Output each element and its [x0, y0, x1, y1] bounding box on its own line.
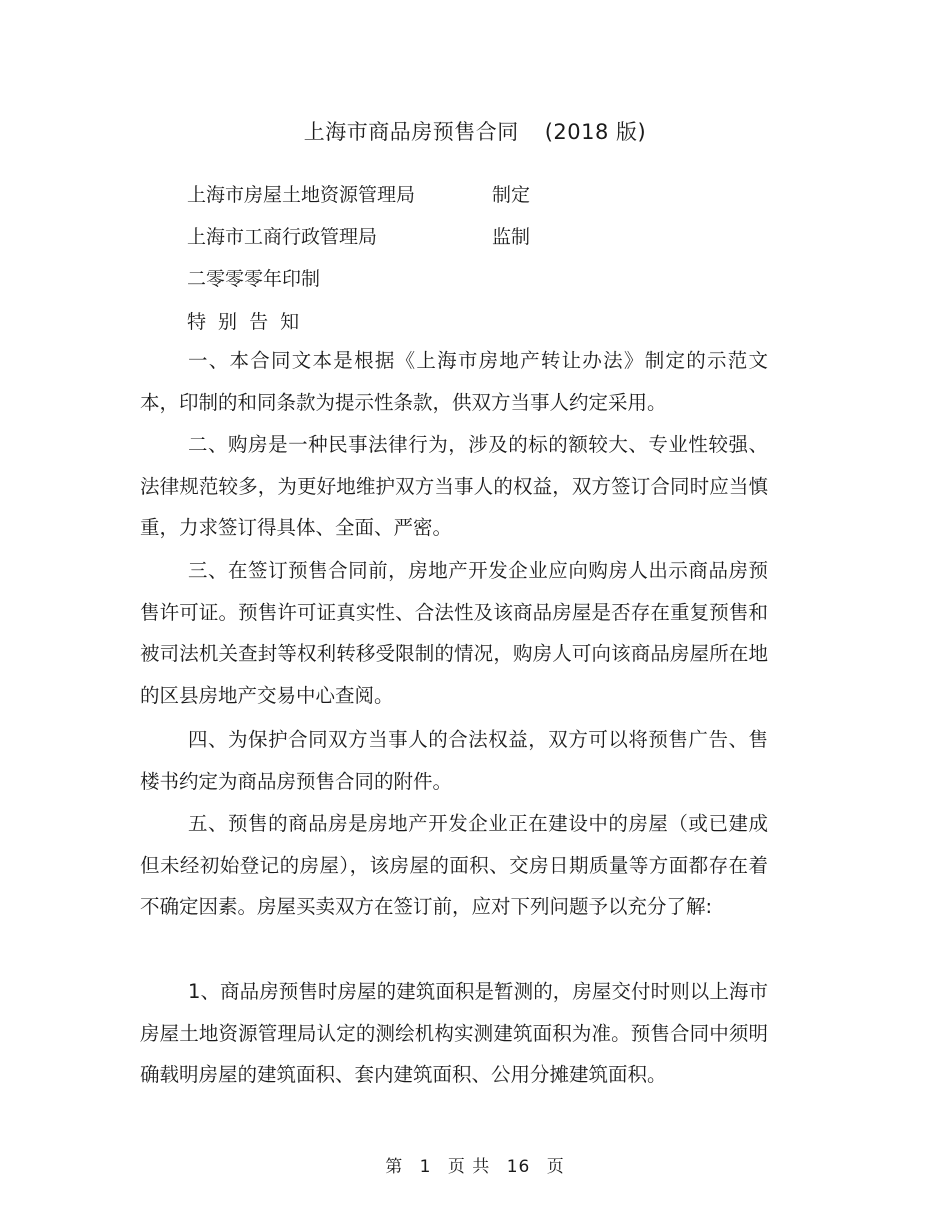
footer-suffix: 页	[546, 1157, 565, 1177]
paragraph-1: 一、本合同文本是根据《上海市房地产转让办法》制定的示范文本，印制的和同条款为提示性条款，供双方当事人约定采用。	[140, 349, 768, 414]
footer-page-number: 1	[419, 1157, 432, 1177]
issuer-line-2	[187, 222, 531, 249]
title-edition: (2018 版)	[544, 120, 647, 144]
issuer-line-1	[187, 180, 531, 207]
document-title	[0, 116, 950, 146]
issuer-role: 监制	[492, 226, 531, 248]
footer-prefix: 第	[385, 1157, 404, 1177]
paragraph-2: 二、购房是一种民事法律行为，涉及的标的额较大、专业性较强、法律规范较多，为更好地维护双方当事人的权益，双方签订合同时应当慎重，力求签订得具体、全面、严密。	[140, 433, 768, 539]
paragraph-6: 1、商品房预售时房屋的建筑面积是暂测的，房屋交付时则以上海市房屋土地资源管理局认定的测绘机构实测建筑面积为准。预售合同中须明确载明房屋的建筑面积、套内建筑面积、公用分摊建筑面积。	[140, 980, 768, 1086]
issuer-org: 上海市房屋土地资源管理局	[187, 184, 416, 206]
paragraph-3: 三、在签订预售合同前，房地产开发企业应向购房人出示商品房预售许可证。预售许可证真实性、合法性及该商品房屋是否存在重复预售和被司法机关查封等权利转移受限制的情况，购房人可向该商品房屋所在地的区县房地产交易中心查阅。	[140, 559, 768, 707]
paragraph-5: 五、预售的商品房是房地产开发企业正在建设中的房屋（或已建成但未经初始登记的房屋），该房屋的面积、交房日期质量等方面都存在着不确定因素。房屋买卖双方在签订前，应对下列问题予以充分了解:	[140, 812, 768, 918]
issuer-org: 上海市工商行政管理局	[187, 226, 378, 248]
issuer-role: 制定	[492, 184, 531, 206]
title-main: 上海市商品房预售合同	[303, 120, 519, 144]
footer-total-pages: 16	[506, 1157, 531, 1177]
page-footer	[0, 1152, 950, 1177]
notice-heading: 特 别 告 知	[187, 311, 303, 333]
print-note: 二零零零年印制	[187, 268, 321, 290]
footer-middle: 页 共	[447, 1157, 491, 1177]
paragraph-4: 四、为保护合同双方当事人的合法权益，双方可以将预售广告、售楼书约定为商品房预售合同的附件。	[140, 728, 768, 793]
